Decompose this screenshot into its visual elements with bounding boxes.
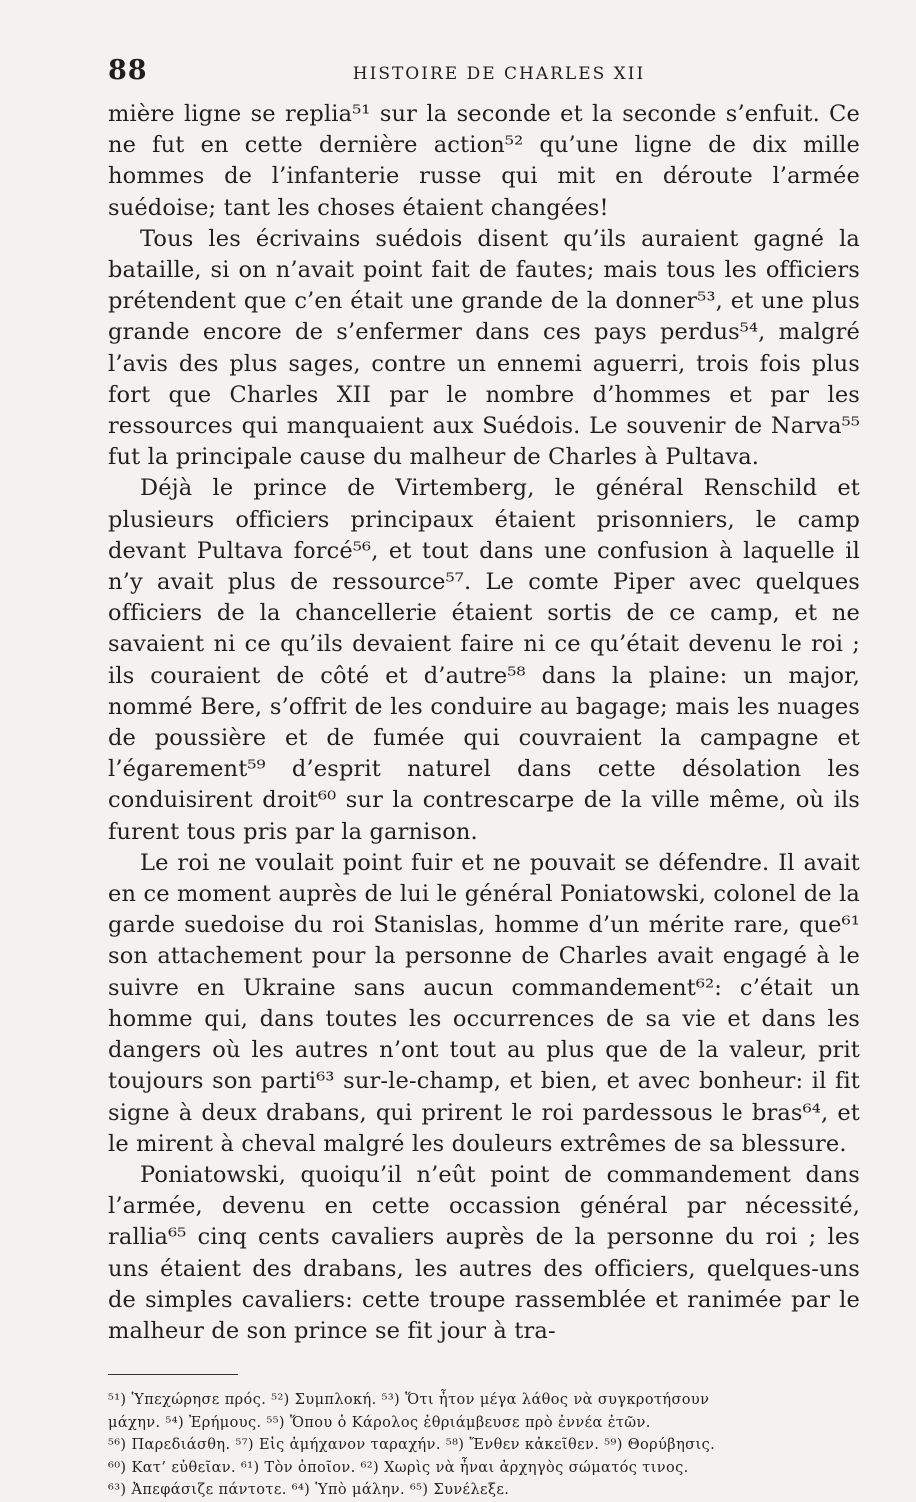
footnote-line: ⁶³) Ἀπεφάσιζε πάντοτε. ⁶⁴) Ὑπὸ μάλην. ⁶⁵) Συνέλεξε. xyxy=(108,1482,510,1499)
footnote-line: ⁶⁰) Κατ’ εὐθεῖαν. ⁶¹) Τὸν ὁποῖον. ⁶²) Χωρὶς νὰ ἦναι ἀρχηγὸς σώματός τινος. xyxy=(108,1459,689,1476)
page-number: 88 xyxy=(108,55,148,86)
running-title: HISTOIRE DE CHARLES XII xyxy=(352,64,646,84)
footnote-line: ⁵¹) Ὑπεχώρησε πρός. ⁵²) Συμπλοκή. ⁵³) Ὅτι ἦτον μέγα λάθος νὰ συγκροτήσουν xyxy=(108,1392,710,1409)
main-text xyxy=(108,99,860,1347)
page-header xyxy=(108,55,860,87)
footnote-divider xyxy=(108,1374,238,1375)
paragraph: Poniatowski, quoiqu’il n’eût point de commandement dans l’armée, devenu en cette occassion général par nécessité, rallia⁶⁵ cinq cents cavaliers auprès de la personne du roi ; les uns étaient des drabans, les autres des officiers, quelques-uns de simples cavaliers: cette troupe rassemblée et ranimée par le malheur de son prince se fit jour à tra- xyxy=(108,1161,860,1344)
paragraph-continued: mière ligne se replia⁵¹ sur la seconde et la seconde s’enfuit. Ce ne fut en cette dernière action⁵² qu’une ligne de dix mille hommes de l’infanterie russe qui mit en déroute l’armée suédoise; tant les choses étaient changées! xyxy=(108,101,860,221)
footnote-line: ⁵⁶) Παρεδιάσθη. ⁵⁷) Εἰς ἀμήχανον ταραχήν. ⁵⁸) Ἔνθεν κἀκεῖθεν. ⁵⁹) Θορύβησις. xyxy=(108,1437,716,1454)
paragraph: Tous les écrivains suédois disent qu’ils auraient gagné la bataille, si on n’avait point fait de fautes; mais tous les officiers prétendent que c’en était une grande de la donner⁵³, et une plus grande encore de s’enfermer dans ces pays perdus⁵⁴, malgré l’avis des plus sages, contre un ennemi aguerri, trois fois plus fort que Charles XII par le nombre d’hommes et par les ressources qui manquaient aux Suédois. Le souvenir de Narva⁵⁵ fut la principale cause du malheur de Charles à Pultava. xyxy=(108,225,860,471)
footnotes xyxy=(108,1389,860,1502)
paragraph: Déjà le prince de Virtemberg, le général Renschild et plusieurs officiers principaux étaient prisonniers, le camp devant Pultava forcé⁵⁶, et tout dans une confusion à laquelle il n’y avait plus de ressource⁵⁷. Le comte Piper avec quelques officiers de la chancellerie étaient sortis de ce camp, et ne savaient ni ce qu’ils devaient faire ni ce qu’était devenu le roi ; ils couraient de côté et d’autre⁵⁸ dans la plaine: un major, nommé Bere, s’offrit de les conduire au bagage; mais les nuages de poussière et de fumée qui couvraient la campagne et l’égarement⁵⁹ d’esprit naturel dans cette désolation les conduisirent droit⁶⁰ sur la contrescarpe de la ville même, où ils furent tous pris par la garnison. xyxy=(108,475,860,845)
paragraph: Le roi ne voulait point fuir et ne pouvait se défendre. Il avait en ce moment auprès de lui le général Poniatowski, colonel de la garde suedoise du roi Stanislas, homme d’un mérite rare, que⁶¹ son attachement pour la personne de Charles avait engagé à le suivre en Ukraine sans aucun commandement⁶²: c’était un homme qui, dans toutes les occurrences de sa vie et dans les dangers où les autres n’ont tout au plus que de la valeur, prit toujours son parti⁶³ sur-le-champ, et bien, et avec bonheur: il fit signe à deux drabans, qui prirent le roi pardessous le bras⁶⁴, et le mirent à cheval malgré les douleurs extrêmes de sa blessure. xyxy=(108,849,860,1157)
footnote-line: μάχην. ⁵⁴) Ἐρήμους. ⁵⁵) Ὅπου ὁ Κάρολος ἐθριάμβευσε πρὸ ἐννέα ἐτῶν. xyxy=(108,1414,651,1431)
